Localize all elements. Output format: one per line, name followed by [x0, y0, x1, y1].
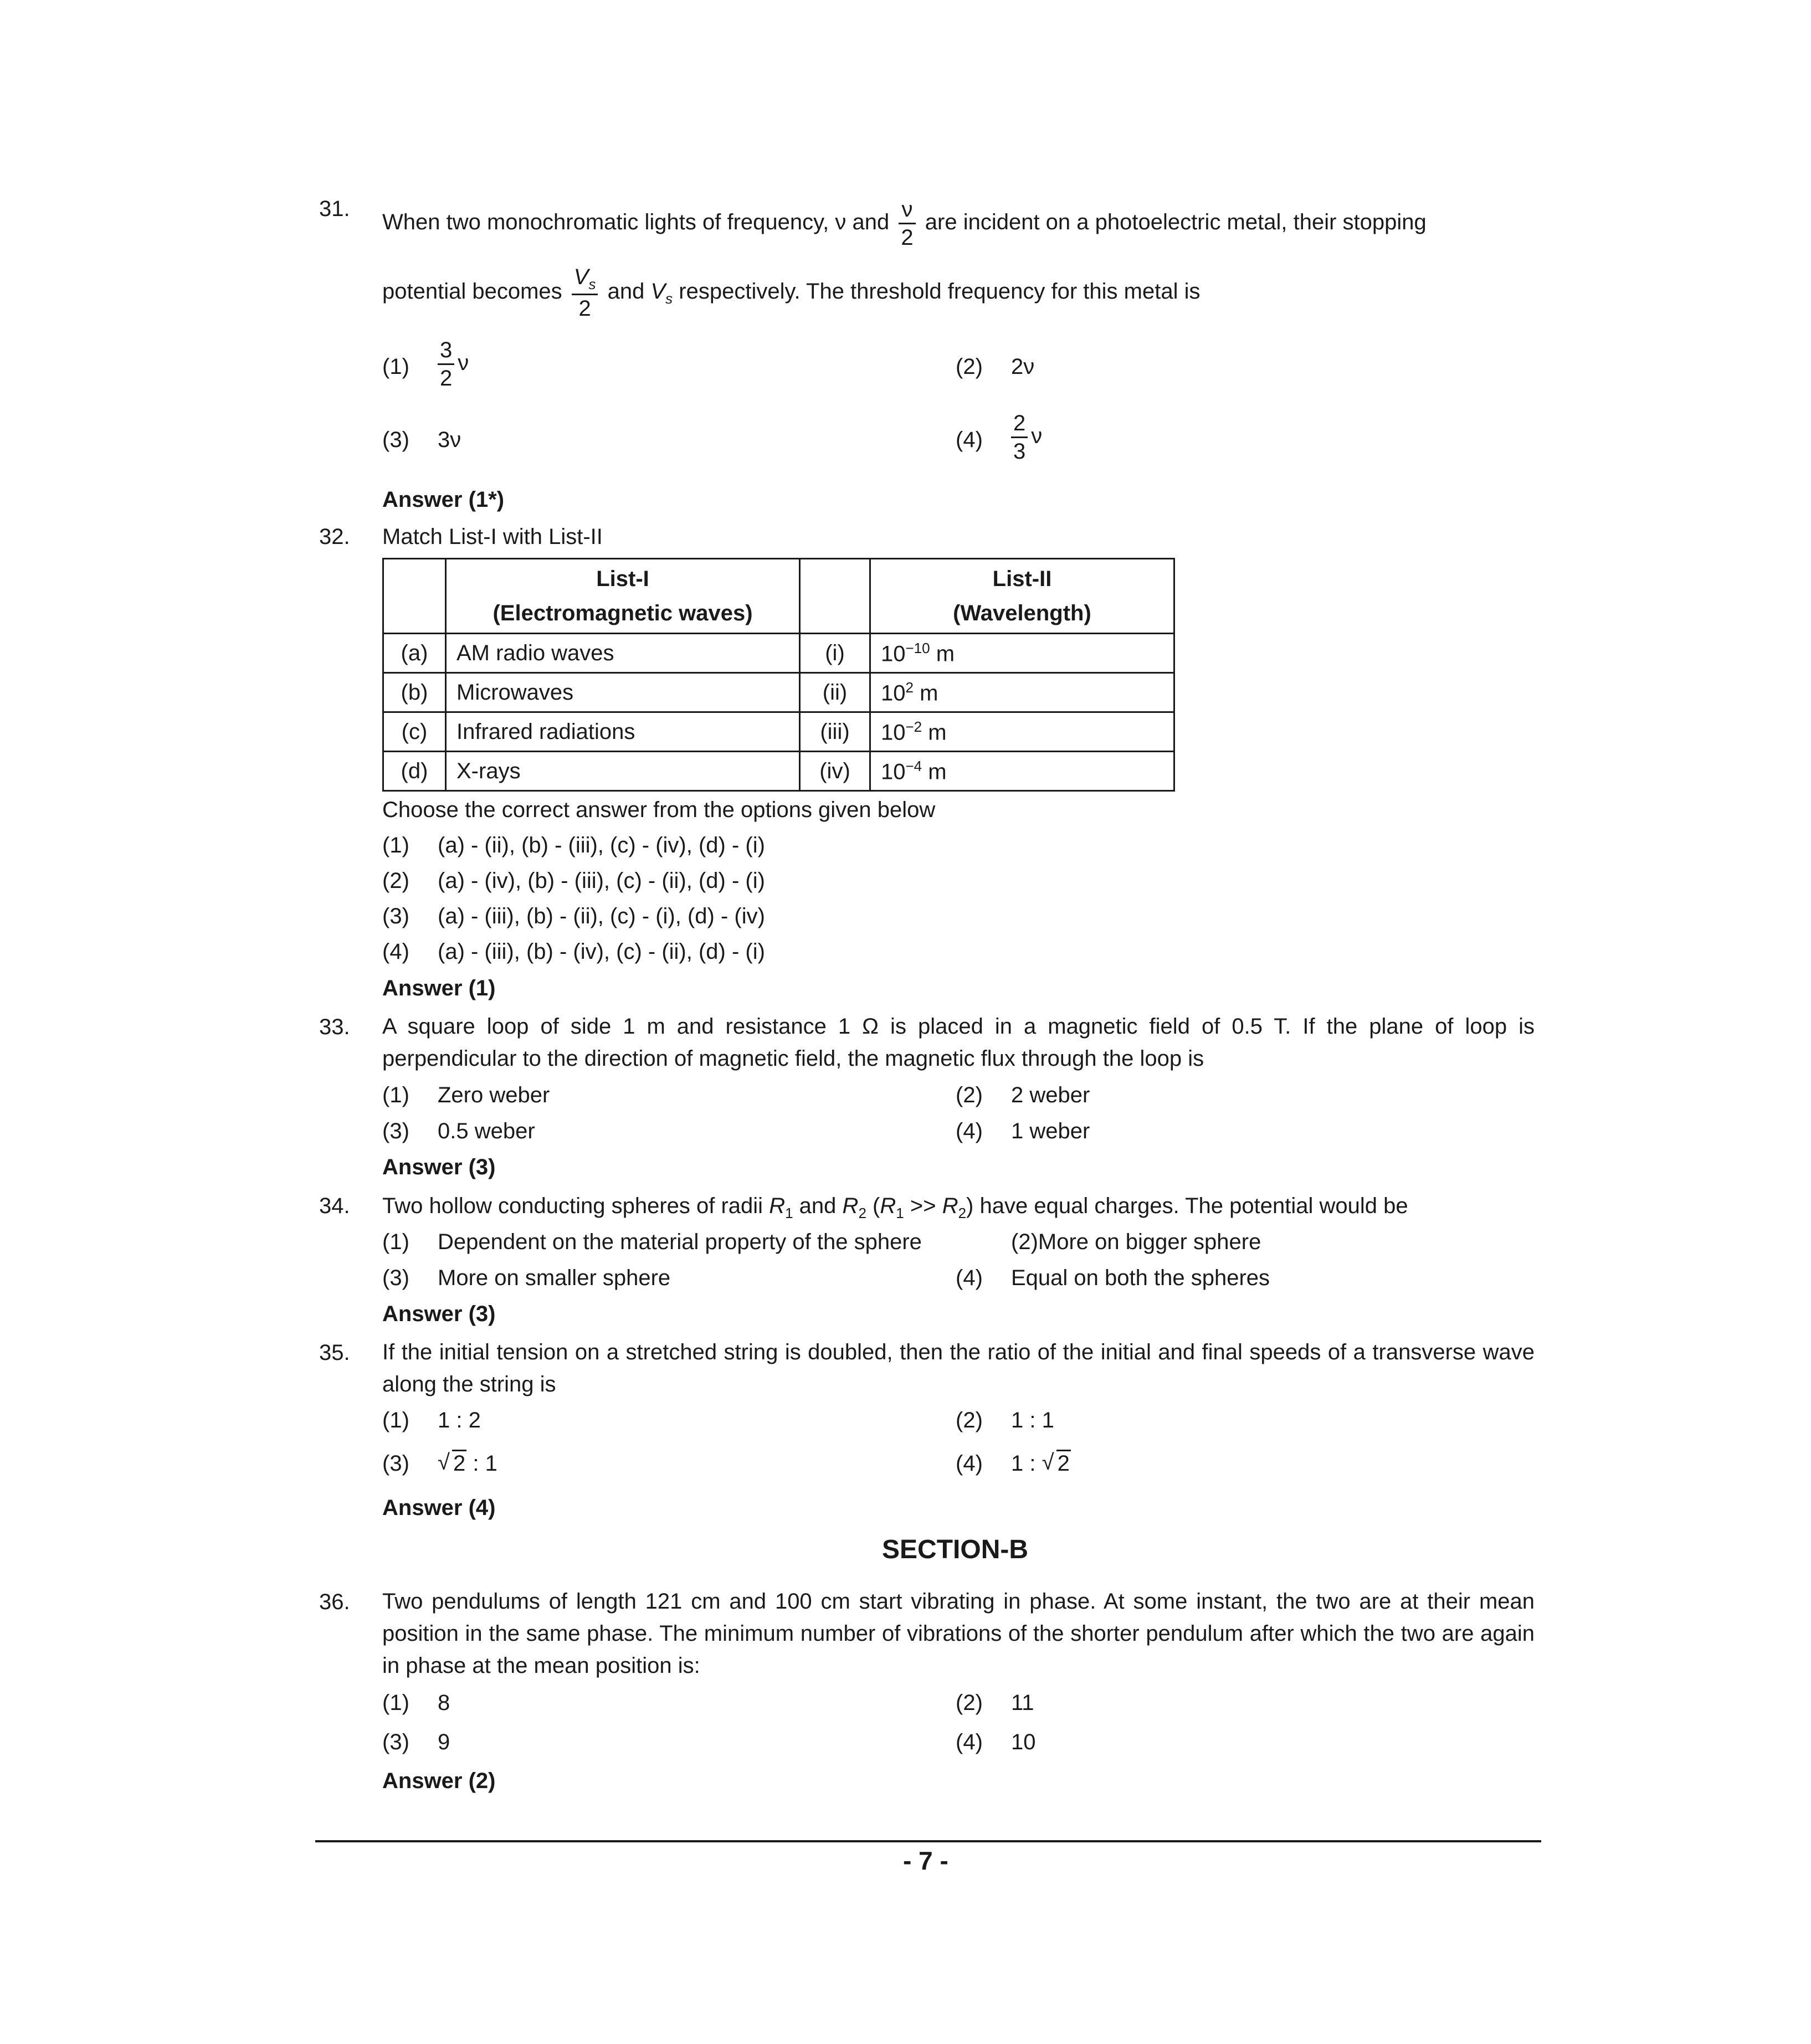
q32-choose: Choose the correct answer from the options given below [382, 798, 936, 822]
q34-r2-sub: 2 [858, 1205, 866, 1221]
q31-frac2-den: 2 [578, 296, 591, 321]
q36-opt1-number: (1) [382, 1691, 409, 1715]
row-wavelength [870, 712, 1174, 752]
q31-opt1-frac-den: 2 [440, 366, 453, 391]
q31-frac2-var: V [573, 265, 589, 289]
q36-opt2-text: 11 [1011, 1691, 1034, 1715]
q32-table-header [383, 559, 1174, 634]
q36-opt3-text: 9 [438, 1730, 450, 1754]
q31-opt1-frac [438, 339, 454, 389]
q34-r1: R [769, 1194, 786, 1218]
q35-opt2-number: (2) [956, 1408, 983, 1432]
q33-opt2-text: 2 weber [1011, 1083, 1090, 1107]
q31-frac1-num: ν [899, 198, 915, 224]
row-wave: X-rays [446, 752, 800, 791]
q35-opt2-text: 1 : 1 [1011, 1408, 1054, 1432]
q35-answer: Answer (4) [382, 1496, 496, 1520]
q31-line1-b: are incident on a photoelectric metal, their stopping [925, 210, 1427, 235]
q36-answer: Answer (2) [382, 1769, 496, 1793]
q32-head-list2-l2: (Wavelength) [953, 601, 1091, 625]
q31-line2 [382, 266, 1200, 320]
q35-opt3-sqrt [438, 1451, 466, 1476]
table-row [383, 634, 1174, 673]
q31-opt2-text: 2ν [1011, 355, 1035, 379]
page-number: - 7 - [903, 1846, 948, 1875]
q35-opt4-text [1011, 1451, 1071, 1476]
q31-line2-var-sub: s [665, 290, 673, 307]
q33-text: A square loop of side 1 m and resistance 1 Ω is placed in a magnetic field of 0.5 T. If the plane of loop is perpendicular to the direction of magnetic field, the magnetic flux through the loop is [382, 1014, 1535, 1071]
row-key: (b) [383, 673, 446, 712]
q32-answer: Answer (1) [382, 976, 496, 1000]
q31-opt4-frac-den: 3 [1013, 439, 1026, 464]
q33-opt4-text: 1 weber [1011, 1119, 1090, 1143]
q31-frac-vs-over-2 [572, 266, 598, 320]
q31-opt1-frac-num: 3 [438, 339, 454, 365]
q33-opt1-number: (1) [382, 1083, 409, 1107]
q31-answer: Answer (1*) [382, 487, 505, 512]
q31-frac1-den: 2 [901, 225, 914, 250]
row-roman: (iv) [800, 752, 870, 791]
q34-r2: R [842, 1194, 859, 1218]
q36-number: 36. [319, 1590, 350, 1614]
q36-opt3-number: (3) [382, 1730, 409, 1754]
q32-head-list2-l1: List-II [992, 567, 1052, 591]
table-row [383, 752, 1174, 791]
row-roman: (ii) [800, 673, 870, 712]
q31-frac2-sub: s [588, 276, 596, 292]
q31-opt4-number: (4) [956, 428, 983, 452]
q31-opt1-suffix: ν [458, 351, 469, 376]
q32-opt4-number: (4) [382, 939, 409, 964]
q32-opt3-text: (a) - (iii), (b) - (ii), (c) - (i), (d) - (iv) [438, 904, 765, 928]
q34-opt4-number: (4) [956, 1266, 983, 1290]
q33-answer: Answer (3) [382, 1155, 496, 1179]
wl-unit: m [922, 759, 947, 784]
q36-text: Two pendulums of length 121 cm and 100 cm start vibrating in phase. At some instant, the two are at their mean position in the same phase. The minimum number of vibrations of the shorter pendulum after which the two are again in phase at the mean position is: [382, 1589, 1535, 1678]
q34-r1b-sub: 1 [896, 1205, 904, 1221]
q33-opt1-text: Zero weber [438, 1083, 550, 1107]
q31-frac-nu-over-2 [899, 198, 915, 249]
q32-head-list1-l2: (Electromagnetic waves) [492, 601, 753, 625]
q31-opt3-number: (3) [382, 428, 409, 452]
q33-number: 33. [319, 1015, 350, 1039]
q34-t3: ( [873, 1194, 880, 1218]
q36-opt4-number: (4) [956, 1730, 983, 1754]
q35-number: 35. [319, 1341, 350, 1365]
q34-r1-sub: 1 [785, 1205, 793, 1221]
wl-exp: −2 [905, 718, 922, 735]
q35-opt4-number: (4) [956, 1451, 983, 1476]
q31-opt4-frac-num: 2 [1011, 412, 1028, 438]
q34-opt1-number: (1) [382, 1230, 409, 1254]
q35-opt3-number: (3) [382, 1451, 409, 1476]
q31-opt3-text: 3ν [438, 428, 461, 452]
q33-opt3-text: 0.5 weber [438, 1119, 535, 1143]
row-key: (d) [383, 752, 446, 791]
q32-head-list1 [446, 559, 800, 634]
q34-opt3-number: (3) [382, 1266, 409, 1290]
q32-opt3-number: (3) [382, 904, 409, 928]
q31-opt1-text [438, 339, 469, 389]
q35-opt1-number: (1) [382, 1408, 409, 1432]
q34-text [382, 1194, 1408, 1222]
q36-opt1-text: 8 [438, 1691, 450, 1715]
q35-text: If the initial tension on a stretched string is doubled, then the ratio of the initial and final speeds of a transverse wave along the string is [382, 1340, 1535, 1396]
q31-frac2-num [572, 266, 598, 295]
wl-exp: −10 [905, 639, 930, 656]
q34-r1b: R [880, 1194, 896, 1218]
wl-base: 10 [881, 681, 906, 706]
table-row [383, 673, 1174, 712]
section-heading: SECTION-B [882, 1535, 1028, 1564]
wl-unit: m [922, 720, 947, 745]
q33-opt2-number: (2) [956, 1083, 983, 1107]
q34-t4: >> [910, 1194, 936, 1218]
q32-opt2-number: (2) [382, 869, 409, 893]
q35-opt3-radicand: 2 [452, 1450, 466, 1476]
q31-number: 31. [319, 197, 350, 221]
q35-opt1-text: 1 : 2 [438, 1408, 481, 1432]
q35-opt3-text [438, 1451, 497, 1476]
q34-t5: ) have equal charges. The potential would be [966, 1194, 1408, 1218]
wl-unit: m [913, 681, 938, 706]
q32-head-blank2 [800, 559, 870, 634]
q34-answer: Answer (3) [382, 1302, 496, 1326]
q31-opt2-number: (2) [956, 355, 983, 379]
table-row [383, 712, 1174, 752]
q36-opt4-text: 10 [1011, 1730, 1036, 1754]
row-roman: (iii) [800, 712, 870, 752]
q32-opt2-text: (a) - (iv), (b) - (iii), (c) - (ii), (d) - (i) [438, 869, 765, 893]
row-key: (a) [383, 634, 446, 673]
q33-opt3-number: (3) [382, 1119, 409, 1143]
wl-base: 10 [881, 720, 906, 745]
q32-prompt: Match List-I with List-II [382, 525, 603, 549]
q31-line2-a: potential becomes [382, 279, 562, 304]
q34-opt4-text: Equal on both the spheres [1011, 1266, 1270, 1290]
q32-head-list2 [870, 559, 1174, 634]
row-wave: AM radio waves [446, 634, 800, 673]
wl-base: 10 [881, 641, 906, 666]
row-wavelength [870, 673, 1174, 712]
q34-t2: and [799, 1194, 837, 1218]
q34-r2b-sub: 2 [958, 1205, 967, 1221]
q32-head-list1-l1: List-I [596, 567, 649, 591]
row-wavelength [870, 634, 1174, 673]
row-key: (c) [383, 712, 446, 752]
q31-line2-b: and [607, 279, 645, 304]
row-roman: (i) [800, 634, 870, 673]
wl-base: 10 [881, 759, 906, 784]
q32-number: 32. [319, 525, 350, 549]
q34-opt1-text: Dependent on the material property of the sphere [438, 1230, 922, 1254]
wl-unit: m [930, 641, 955, 666]
q34-r2b: R [942, 1194, 958, 1218]
wl-exp: −4 [905, 757, 922, 774]
wl-exp: 2 [905, 679, 914, 696]
q35-opt3-suffix: : 1 [466, 1451, 497, 1476]
q35-opt4-prefix: 1 : [1011, 1451, 1042, 1476]
q32-head-blank1 [383, 559, 446, 634]
q34-opt2-text: (2)More on bigger sphere [1011, 1230, 1261, 1254]
q32-match-table [382, 558, 1175, 792]
q31-opt4-frac [1011, 412, 1028, 463]
q31-opt4-text [1011, 412, 1042, 463]
q31-line1 [382, 198, 1427, 249]
q32-opt1-text: (a) - (ii), (b) - (iii), (c) - (iv), (d) - (i) [438, 833, 765, 857]
q33-opt4-number: (4) [956, 1119, 983, 1143]
q35-opt4-radicand: 2 [1056, 1450, 1071, 1476]
q35-opt4-sqrt [1042, 1451, 1071, 1476]
q32-opt4-text: (a) - (iii), (b) - (iv), (c) - (ii), (d) - (i) [438, 939, 765, 964]
q34-t1: Two hollow conducting spheres of radii [382, 1194, 763, 1218]
q31-opt4-suffix: ν [1031, 424, 1043, 449]
row-wave: Infrared radiations [446, 712, 800, 752]
q36-opt2-number: (2) [956, 1691, 983, 1715]
footer-rule [315, 1840, 1541, 1842]
q31-line2-c: respectively. The threshold frequency for this metal is [679, 279, 1201, 304]
q31-line2-var: V [650, 279, 666, 304]
q34-opt3-text: More on smaller sphere [438, 1266, 671, 1290]
q31-opt1-number: (1) [382, 355, 409, 379]
q31-line1-a: When two monochromatic lights of frequency, ν and [382, 210, 890, 235]
q34-number: 34. [319, 1194, 350, 1218]
row-wave: Microwaves [446, 673, 800, 712]
q32-opt1-number: (1) [382, 833, 409, 857]
row-wavelength [870, 752, 1174, 791]
